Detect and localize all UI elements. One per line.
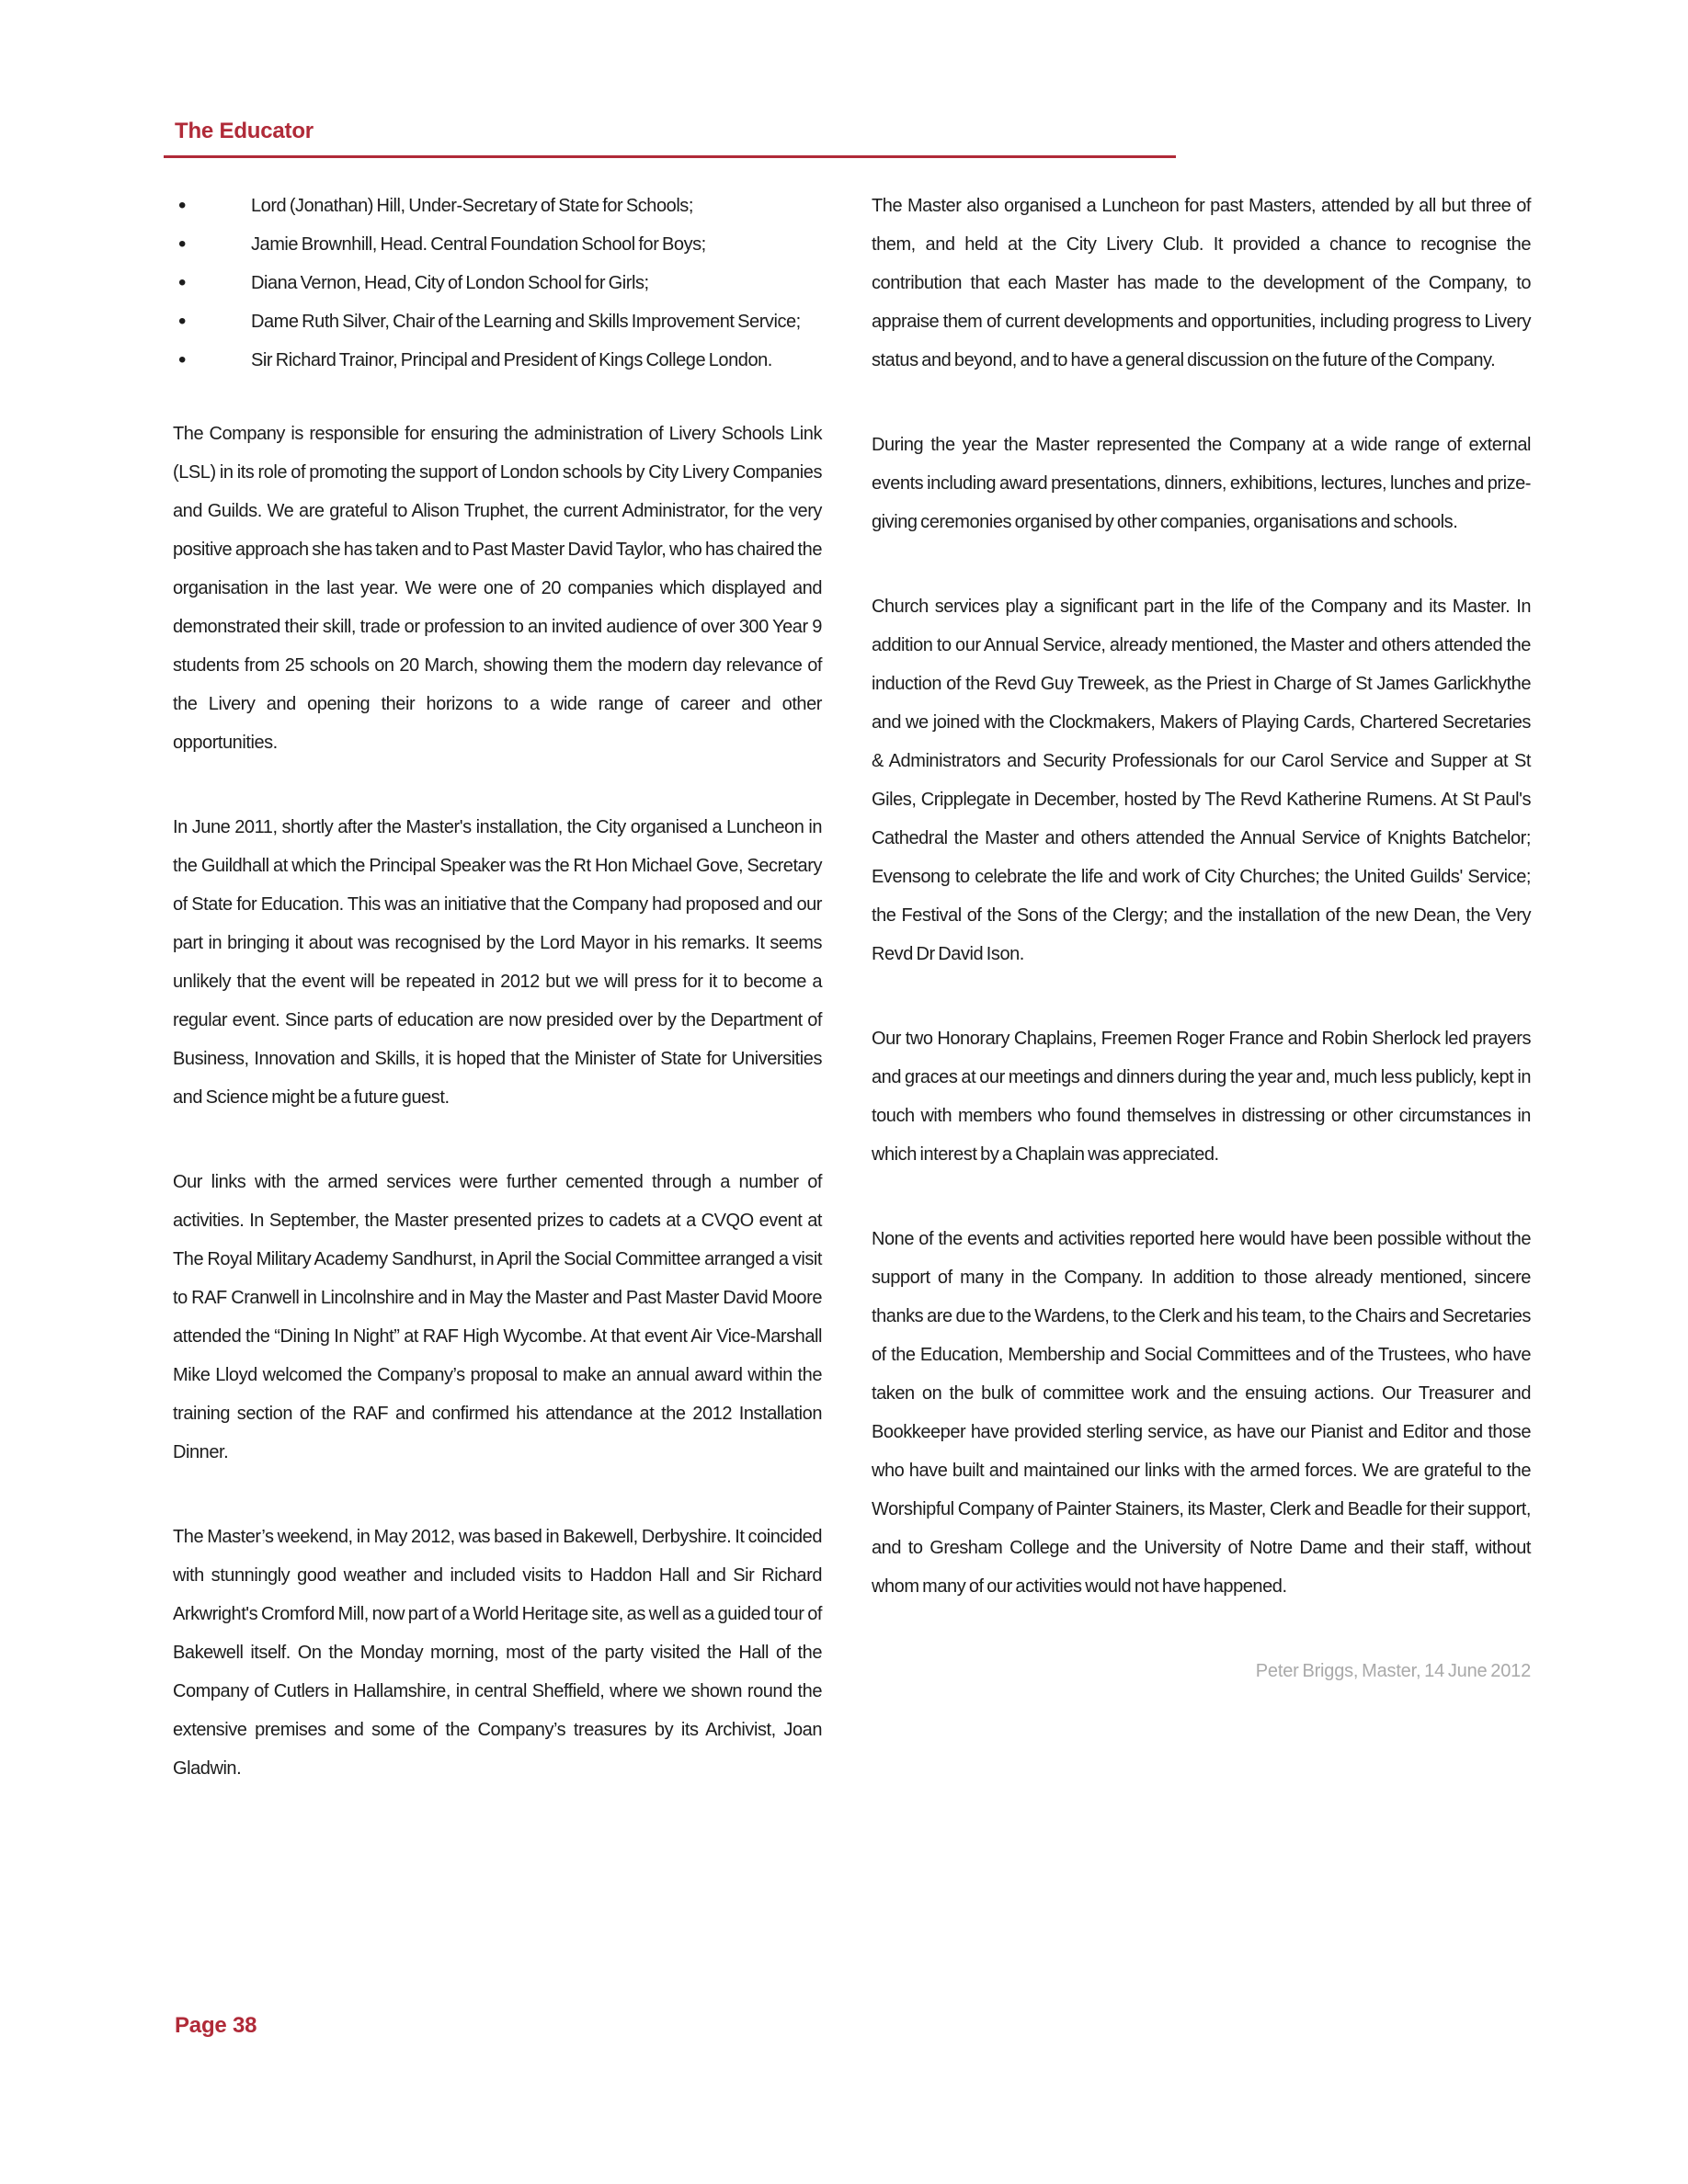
paragraph: In June 2011, shortly after the Master's installation, the City organised a Luncheon in the Guildhall at which the Principal Speaker was the Rt Hon Michael Gove, Secretary of State for Education. This was an initiative that the Company had proposed and our part in bringing it about was recognised by the Lord Mayor in his remarks. It seems unlikely that the event will be repeated in 2012 but we will press for it to become a regular event. Since parts of education are now presided over by the Department of Business, Innovation and Skills, it is hoped that the Minister of State for Universities and Science might be a future guest. [173,817,822,1108]
paragraph: The Company is responsible for ensuring the administration of Livery Schools Link (LSL) in its role of promoting the support of London schools by City Livery Companies and Guilds. We are grateful to Alison Truphet, the current Administrator, for the very positive approach she has taken and to Past Master David Taylor, who has chaired the organisation in the last year. We were one of 20 companies which displayed and demonstrated their skill, trade or profession to an invited audience of over 300 Year 9 students from 25 schools on 20 March, showing them the modern day relevance of the Livery and opening their horizons to a wide range of career and other opportunities. [173,424,822,753]
bullet-item: • Sir Richard Trainor, Principal and President of Kings College London. [173,341,822,380]
page-title: The Educator [175,119,314,143]
paragraph: Church services play a significant part in the life of the Company and its Master. In addition to our Annual Service, already mentioned, the Master and others attended the induction of the Revd Guy Treweek, as the Priest in Charge of St James Garlickhythe and we joined with the Clockmakers, Makers of Playing Cards, Chartered Secretaries & Administrators and Security Professionals for our Carol Service and Supper at St Giles, Cripplegate in December, hosted by The Revd Katherine Rumens. At St Paul's Cathedral the Master and others attended the Annual Service of Knights Batchelor; Evensong to celebrate the life and work of City Churches; the United Guilds' Service; the Festival of the Sons of the Clergy; and the installation of the new Dean, the Very Revd Dr David Ison. [872,597,1531,964]
right-column [872,187,1531,1690]
left-column [173,187,822,1834]
bullet-item: • Dame Ruth Silver, Chair of the Learning and Skills Improvement Service; [173,302,822,341]
attendee-bullet-list [173,187,822,380]
bullet-item: • Diana Vernon, Head, City of London School for Girls; [173,264,822,302]
page-number: Page 38 [175,2013,257,2038]
paragraph: During the year the Master represented the Company at a wide range of external events including award presentations, dinners, exhibitions, lectures, lunches and prize-giving ceremonies organised by other companies, organisations and schools. [872,435,1531,532]
paragraph: The Master also organised a Luncheon for past Masters, attended by all but three of them, and held at the City Livery Club. It provided a chance to recognise the contribution that each Master has made to the development of the Company, to appraise them of current developments and opportunities, including progress to Livery status and beyond, and to have a general discussion on the future of the Company. [872,196,1531,370]
paragraph: None of the events and activities reported here would have been possible without the support of many in the Company. In addition to those already mentioned, sincere thanks are due to the Wardens, to the Clerk and his team, to the Chairs and Secretaries of the Education, Membership and Social Committees and of the Trustees, who have taken on the bulk of committee work and the ensuing actions. Our Treasurer and Bookkeeper have provided sterling service, as have our Pianist and Editor and those who have built and maintained our links with the armed forces. We are grateful to the Worshipful Company of Painter Stainers, its Master, Clerk and Beadle for their support, and to Gresham College and the University of Notre Dame and their staff, without whom many of our activities would not have happened. [872,1229,1531,1597]
paragraph: Our two Honorary Chaplains, Freemen Roger France and Robin Sherlock led prayers and graces at our meetings and dinners during the year and, much less publicly, kept in touch with members who found themselves in distressing or other circumstances in which interest by a Chaplain was appreciated. [872,1029,1531,1165]
paragraph: The Master’s weekend, in May 2012, was based in Bakewell, Derbyshire. It coincided with stunningly good weather and included visits to Haddon Hall and Sir Richard Arkwright's Cromford Mill, now part of a World Heritage site, as well as a guided tour of Bakewell itself. On the Monday morning, most of the party visited the Hall of the Company of Cutlers in Hallamshire, in central Sheffield, where we shown round the extensive premises and some of the Company’s treasures by its Archivist, Joan Gladwin. [173,1527,822,1779]
signature-line: Peter Briggs, Master, 14 June 2012 [1255,1661,1531,1681]
bullet-item: • Jamie Brownhill, Head. Central Foundation School for Boys; [173,225,822,264]
bullet-item: • Lord (Jonathan) Hill, Under-Secretary of State for Schools; [173,187,822,225]
paragraph: Our links with the armed services were further cemented through a number of activities. In September, the Master presented prizes to cadets at a CVQO event at The Royal Military Academy Sandhurst, in April the Social Committee arranged a visit to RAF Cranwell in Lincolnshire and in May the Master and Past Master David Moore attended the “Dining In Night” at RAF High Wycombe. At that event Air Vice-Marshall Mike Lloyd welcomed the Company’s proposal to make an annual award within the training section of the RAF and confirmed his attendance at the 2012 Installation Dinner. [173,1172,822,1462]
header-rule [164,155,1176,158]
